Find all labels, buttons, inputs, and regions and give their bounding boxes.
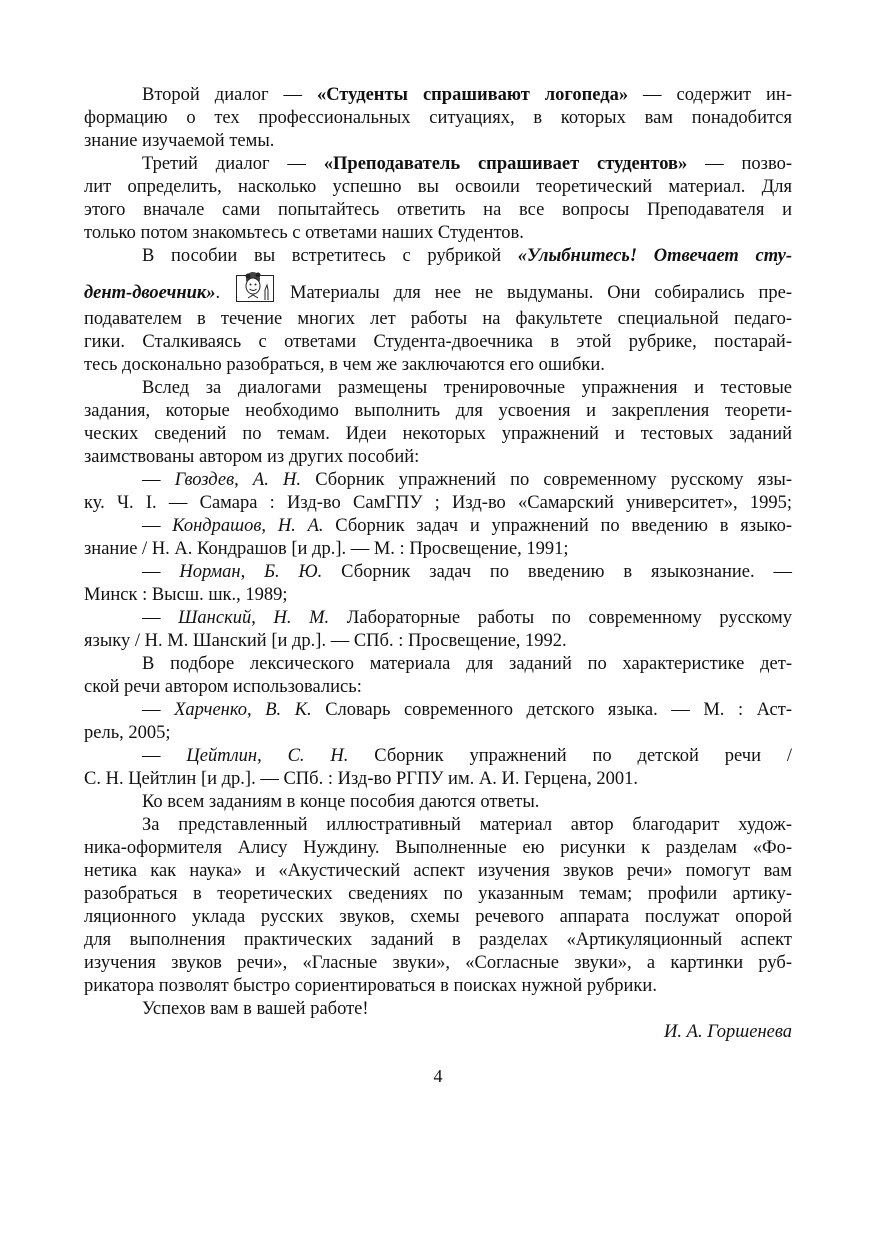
italic-text: И. А. Горшенева — [664, 1022, 792, 1042]
text-segment: изучения звуков речи», «Гласные звуки», «Согласные звуки», а картинки руб- — [84, 953, 792, 973]
text-segment: — — [142, 746, 187, 766]
text-line — [84, 745, 792, 768]
text-segment: , — [234, 470, 253, 490]
line-content — [84, 199, 792, 222]
line-content — [84, 906, 792, 929]
text-line — [84, 607, 792, 630]
line-content — [142, 84, 792, 107]
text-line — [84, 245, 792, 268]
line-content — [84, 630, 567, 653]
text-segment: рель, 2005; — [84, 723, 171, 743]
italic-text: А. Н. — [252, 470, 302, 490]
line-content — [84, 975, 657, 998]
line-content — [84, 952, 792, 975]
line-content — [84, 584, 288, 607]
smiling-student-icon — [236, 271, 274, 302]
text-segment: , — [240, 562, 265, 582]
line-content — [84, 423, 792, 446]
text-segment: рикатора позволят быстро сориентироваться в поисках нужной рубрики. — [84, 976, 657, 996]
text-segment: Словарь современного детского языка. — М. : Аст- — [311, 700, 793, 720]
italic-text: Норман — [179, 562, 241, 582]
text-segment: — — [142, 562, 180, 582]
text-segment: В пособии вы встретитесь с рубрикой — [142, 246, 518, 266]
text-line — [84, 768, 792, 791]
line-content — [84, 331, 792, 354]
text-segment: знание / Н. А. Кондрашов [и др.]. — М. : Просвещение, 1991; — [84, 539, 569, 559]
line-content — [84, 308, 792, 331]
text-segment: , — [247, 700, 266, 720]
text-line — [84, 423, 792, 446]
line-content — [84, 492, 792, 515]
line-content — [84, 768, 638, 791]
text-segment: В подборе лексического материала для заданий по характеристике дет- — [142, 654, 792, 674]
line-content — [84, 837, 792, 860]
text-segment: Минск : Высш. шк., 1989; — [84, 585, 288, 605]
text-segment: подавателем в течение многих лет работы на факультете специальной педаго- — [84, 309, 792, 329]
italic-text: Б. Ю. — [264, 562, 323, 582]
page-number: 4 — [433, 1066, 443, 1086]
text-line — [84, 676, 792, 699]
text-line — [84, 469, 792, 492]
text-segment: заимствованы автором из других пособий: — [84, 447, 420, 467]
text-line — [84, 883, 792, 906]
text-line — [84, 222, 792, 245]
text-line — [84, 561, 792, 584]
text-line — [84, 130, 792, 153]
line-content — [142, 245, 792, 268]
text-line — [84, 929, 792, 952]
text-line — [84, 791, 792, 814]
text-segment: формацию о тех профессиональных ситуациях, в которых вам понадобится — [84, 108, 792, 128]
line-content — [84, 222, 524, 245]
line-content — [84, 130, 274, 153]
author-signature — [84, 1021, 792, 1044]
text-line — [84, 377, 792, 400]
text-segment: ческих сведений по темам. Идеи некоторых упражнений и тестовых заданий — [84, 424, 792, 444]
italic-text: Н. М. — [273, 608, 330, 628]
text-segment: для выполнения практических заданий в разделах «Артикуляционный аспект — [84, 930, 792, 950]
text-segment: , — [261, 516, 278, 536]
text-segment: Вслед за диалогами размещены тренировочные упражнения и тестовые — [142, 378, 792, 398]
line-content — [664, 1021, 792, 1044]
text-segment: знание изучаемой темы. — [84, 131, 275, 151]
text-line — [84, 107, 792, 130]
text-segment: этого вначале сами попытайтесь ответить на все вопросы Преподавателя и — [84, 200, 792, 220]
line-content — [142, 561, 792, 584]
text-segment: — позво- — [687, 154, 792, 174]
text-line — [84, 975, 792, 998]
emphasis-text: «Улыбнитесь! Отвечает сту- — [517, 246, 793, 266]
text-line — [84, 308, 792, 331]
text-line — [84, 653, 792, 676]
text-segment: — — [142, 516, 173, 536]
text-line — [84, 906, 792, 929]
line-content — [142, 653, 792, 676]
text-segment: ляционного уклада русских звуков, схемы речевого аппарата послужат опорой — [84, 907, 792, 927]
italic-text: Гвоздев — [174, 470, 235, 490]
text-segment: Сборник задач по введению в языкознание. — — [322, 562, 792, 582]
line-content — [84, 929, 792, 952]
text-line — [84, 952, 792, 975]
text-line — [84, 331, 792, 354]
text-line — [84, 538, 792, 561]
italic-text: Шанский — [178, 608, 252, 628]
text-segment: ку. Ч. I. — Самара : Изд-во СамГПУ ; Изд-во «Самарский университет», 1995; — [84, 493, 792, 513]
italic-text: С. Н. — [287, 746, 349, 766]
line-content — [142, 607, 792, 630]
text-segment: Второй диалог — — [142, 85, 317, 105]
line-content — [84, 107, 792, 130]
text-line — [84, 860, 792, 883]
emphasis-text: «Преподаватель спрашивает студентов» — [323, 154, 688, 174]
italic-text: Цейтлин — [186, 746, 258, 766]
text-line — [84, 630, 792, 653]
text-segment: Материалы для нее не выдуманы. Они собирались пре- — [276, 283, 792, 303]
text-segment: ника-оформителя Алису Нуждину. Выполненные ею рисунки к разделам «Фо- — [84, 838, 792, 858]
text-line — [84, 354, 792, 377]
line-content — [84, 676, 362, 699]
text-line — [84, 584, 792, 607]
text-segment: За представленный иллюстративный материал автор благодарит худож- — [142, 815, 792, 835]
line-content — [142, 745, 792, 768]
line-content — [142, 699, 792, 722]
italic-text: Харченко — [174, 700, 248, 720]
line-content — [142, 998, 369, 1021]
text-segment: Лабораторные работы по современному русскому — [329, 608, 792, 628]
line-content — [142, 377, 792, 400]
text-line — [84, 268, 792, 308]
line-content — [142, 515, 792, 538]
text-segment: Ко всем заданиям в конце пособия даются ответы. — [142, 792, 540, 812]
italic-text: Кондрашов — [172, 516, 262, 536]
text-segment: , — [257, 746, 288, 766]
text-segment: — — [142, 470, 175, 490]
emphasis-text: «Студенты спрашивают логопеда» — [316, 85, 629, 105]
italic-text: В. К. — [265, 700, 312, 720]
text-line — [84, 446, 792, 469]
line-content — [84, 446, 419, 469]
line-content — [142, 469, 792, 492]
text-line — [84, 515, 792, 538]
line-content — [84, 538, 569, 561]
text-segment: гики. Сталкиваясь с ответами Студента-двоечника в этой рубрике, постарай- — [84, 332, 792, 352]
text-segment: Сборник упражнений по современному русскому язы- — [301, 470, 792, 490]
text-segment: языку / Н. М. Шанский [и др.]. — СПб. : Просвещение, 1992. — [84, 631, 567, 651]
text-segment: Сборник задач и упражнений по введению в языко- — [323, 516, 792, 536]
line-content — [142, 814, 792, 837]
text-segment: . — [215, 283, 235, 303]
text-segment: Успехов вам в вашей работе! — [142, 999, 369, 1019]
text-segment: Третий диалог — — [142, 154, 324, 174]
text-line — [84, 199, 792, 222]
document-body — [84, 84, 792, 1044]
text-segment: нетика как наука» и «Акустический аспект изучения звуков речи» помогут вам — [84, 861, 792, 881]
emphasis-text: дент-двоечник» — [84, 283, 216, 303]
text-segment: С. Н. Цейтлин [и др.]. — СПб. : Изд-во РГПУ им. А. И. Герцена, 2001. — [84, 769, 638, 789]
text-segment: тесь досконально разобраться, в чем же заключаются его ошибки. — [84, 355, 605, 375]
text-segment: задания, которые необходимо выполнить для усвоения и закрепления теорети- — [84, 401, 792, 421]
text-line — [84, 492, 792, 515]
text-line — [84, 814, 792, 837]
text-segment: только потом знакомьтесь с ответами наших Студентов. — [84, 223, 524, 243]
text-segment: разобраться в теоретических сведениях по указанным темам; профили артику- — [84, 884, 792, 904]
text-segment: лит определить, насколько успешно вы освоили теоретический материал. Для — [84, 177, 792, 197]
line-content — [84, 354, 605, 377]
line-content — [142, 791, 539, 814]
text-segment: , — [251, 608, 274, 628]
line-content — [84, 883, 792, 906]
text-segment: — содержит ин- — [628, 85, 792, 105]
text-line — [84, 176, 792, 199]
line-content — [84, 400, 792, 423]
text-segment: — — [142, 608, 179, 628]
text-line — [84, 400, 792, 423]
text-segment: — — [142, 700, 175, 720]
text-line — [84, 699, 792, 722]
line-content — [84, 860, 792, 883]
text-line — [84, 84, 792, 107]
text-segment: Сборник упражнений по детской речи / — [348, 746, 793, 766]
italic-text: Н. А. — [277, 516, 324, 536]
line-content — [142, 153, 792, 176]
line-content — [84, 722, 171, 745]
text-segment: ской речи автором использовались: — [84, 677, 362, 697]
text-line — [84, 837, 792, 860]
text-line — [84, 153, 792, 176]
text-line — [84, 998, 792, 1021]
line-content — [84, 176, 792, 199]
text-line — [84, 722, 792, 745]
